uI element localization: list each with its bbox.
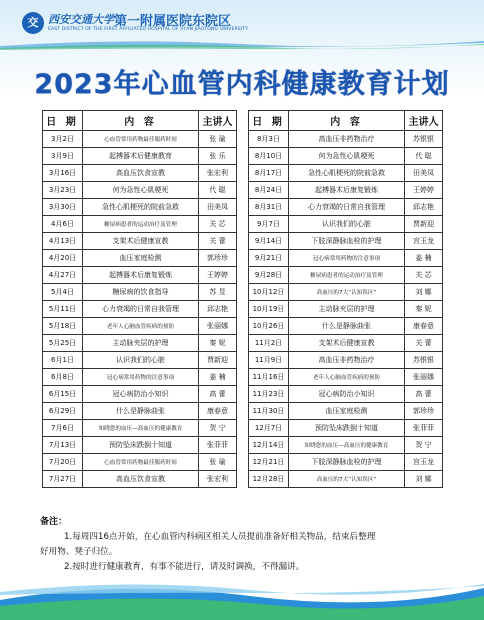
notes-line-2: 2.按时进行健康教育，有事不能进行，请及时调换，不得漏讲。 [64, 562, 305, 572]
cell-speaker: 苏 昱 [199, 284, 237, 301]
cell-topic: 心力衰竭的日常自我管理 [289, 199, 405, 216]
cell-topic: 老年人心脑血管疾病的预防 [289, 369, 405, 386]
cell-topic: 冠心病防治小知识 [83, 386, 199, 403]
cell-speaker: 苏银银 [405, 131, 443, 148]
cell-speaker: 秦 妮 [405, 301, 443, 318]
page-title: 2023年心血管内科健康教育计划 [34, 69, 450, 100]
cell-speaker: 关 芯 [405, 267, 443, 284]
cell-date: 5月25日 [43, 335, 83, 352]
cell-topic: 血压家庭检测 [83, 250, 199, 267]
cell-topic: 冠心病常用药物的注意事项 [289, 250, 405, 267]
cell-date: 4月13日 [43, 233, 83, 250]
cell-date: 12月7日 [249, 420, 289, 437]
header-swoosh [0, 38, 484, 50]
table-row [249, 267, 443, 284]
cell-date: 11月2日 [249, 335, 289, 352]
cell-topic: 支架术后健康宣教 [289, 335, 405, 352]
cell-speaker: 贾新迎 [199, 352, 237, 369]
cell-speaker: 代 聪 [199, 182, 237, 199]
table-row [249, 216, 443, 233]
header-speaker: 主讲人 [405, 111, 443, 131]
cell-speaker: 刘 娜 [405, 284, 443, 301]
table-row [249, 148, 443, 165]
table-row [43, 335, 237, 352]
cell-topic: 糖尿病患者的运动治疗及管理 [289, 267, 405, 284]
table-row [43, 165, 237, 182]
cell-speaker: 邱志艳 [199, 301, 237, 318]
table-row [43, 148, 237, 165]
cell-topic: 急性心肌梗死的院前急救 [83, 199, 199, 216]
cell-topic: 高血压饮食宣教 [83, 471, 199, 488]
cell-topic: 认识我们的心脏 [83, 352, 199, 369]
table-row [249, 386, 443, 403]
table-row [249, 301, 443, 318]
table-row [43, 318, 237, 335]
cell-date: 6月1日 [43, 352, 83, 369]
cell-date: 7月20日 [43, 454, 83, 471]
cell-speaker: 张宏利 [199, 471, 237, 488]
cell-topic: 起搏器术后健康教育 [83, 148, 199, 165]
table-row [249, 250, 443, 267]
cell-topic: 知晓您的血压—高血压的健康教育 [289, 437, 405, 454]
table-row [249, 420, 443, 437]
table-row [43, 216, 237, 233]
cell-date: 9月14日 [249, 233, 289, 250]
table-row [43, 301, 237, 318]
cell-date: 3月23日 [43, 182, 83, 199]
cell-topic: 什么是静脉曲张 [83, 403, 199, 420]
cell-date: 11月9日 [249, 352, 289, 369]
cell-date: 12月21日 [249, 454, 289, 471]
cell-date: 9月21日 [249, 250, 289, 267]
cell-topic: 主动脉夹层的护理 [289, 301, 405, 318]
cell-topic: 什么是静脉曲张 [289, 318, 405, 335]
cell-topic: 何为急性心肌梗死 [289, 148, 405, 165]
cell-speaker: 高 蕾 [199, 386, 237, 403]
table-row [249, 199, 443, 216]
table-row [43, 131, 237, 148]
table-row [249, 131, 443, 148]
cell-topic: 支架术后健康宣教 [83, 233, 199, 250]
cell-topic: 高血压饮食宣教 [83, 165, 199, 182]
cell-speaker: 王婷婷 [199, 267, 237, 284]
footer-wave [0, 574, 484, 620]
cell-topic: 主动脉夹层的护理 [83, 335, 199, 352]
cell-speaker: 秦 妮 [199, 335, 237, 352]
cell-date: 9月7日 [249, 216, 289, 233]
cell-date: 7月27日 [43, 471, 83, 488]
table-row [43, 420, 237, 437]
cell-speaker: 高 蕾 [405, 386, 443, 403]
table-row [249, 369, 443, 386]
cell-speaker: 张菲菲 [405, 420, 443, 437]
cell-date: 5月4日 [43, 284, 83, 301]
cell-topic: 心血管常用药物最佳服药时间 [83, 131, 199, 148]
header-content: 内 容 [289, 111, 405, 131]
cell-date: 3月16日 [43, 165, 83, 182]
table-row [249, 403, 443, 420]
cell-topic: 高血压的7大“认知误区” [289, 471, 405, 488]
cell-date: 6月15日 [43, 386, 83, 403]
cell-speaker: 关 芯 [199, 216, 237, 233]
notes-line-1: 1.每周四16点开始，在心血管内科病区相关人员提前准备好相关物品，结束后整理 [64, 532, 376, 542]
cell-topic: 糖尿病患者的运动治疗及管理 [83, 216, 199, 233]
cell-date: 6月8日 [43, 369, 83, 386]
cell-date: 10月26日 [249, 318, 289, 335]
cell-date: 10月12日 [249, 284, 289, 301]
header-date: 日 期 [249, 111, 289, 131]
cell-speaker: 王婷婷 [405, 182, 443, 199]
cell-date: 9月28日 [249, 267, 289, 284]
cell-date: 4月27日 [43, 267, 83, 284]
cell-speaker: 张 乐 [199, 148, 237, 165]
cell-speaker: 张丽娜 [199, 318, 237, 335]
notes-section [40, 515, 450, 575]
cell-speaker: 张 瑜 [199, 131, 237, 148]
table-row [249, 233, 443, 250]
cell-speaker: 姜 楠 [199, 369, 237, 386]
table-row [43, 471, 237, 488]
hospital-english-name: EAST DISTRICT OF THE FIRST AFFILIATED HOSPITAL OF XI'AN JIAOTONG UNIVERSITY [48, 27, 249, 32]
cell-speaker: 贺 宁 [199, 420, 237, 437]
university-name: 西安交通大学 [48, 13, 114, 26]
table-row [43, 199, 237, 216]
header-speaker: 主讲人 [199, 111, 237, 131]
table-row [43, 369, 237, 386]
table-row [43, 352, 237, 369]
cell-speaker: 苏银银 [405, 352, 443, 369]
cell-date: 6月29日 [43, 403, 83, 420]
cell-topic: 预防坠床跌倒十知道 [289, 420, 405, 437]
table-row [43, 386, 237, 403]
cell-topic: 起搏器术后康复锻炼 [83, 267, 199, 284]
cell-date: 12月14日 [249, 437, 289, 454]
table-row [249, 454, 443, 471]
cell-date: 7月13日 [43, 437, 83, 454]
table-row [249, 182, 443, 199]
cell-speaker: 贾新迎 [405, 216, 443, 233]
notes-line-1-continued: 好用物、凳子归位。 [40, 547, 118, 557]
cell-date: 11月30日 [249, 403, 289, 420]
table-row [43, 267, 237, 284]
cell-speaker: 宫玉龙 [405, 454, 443, 471]
cell-date: 8月10日 [249, 148, 289, 165]
schedule-table-left [42, 110, 237, 488]
cell-date: 8月31日 [249, 199, 289, 216]
cell-date: 11月23日 [249, 386, 289, 403]
university-logo: 交 [22, 12, 44, 34]
cell-topic: 知晓您的血压—高血压的健康教育 [83, 420, 199, 437]
cell-topic: 起搏器术后康复锻炼 [289, 182, 405, 199]
cell-speaker: 张丽娜 [405, 369, 443, 386]
cell-date: 11月16日 [249, 369, 289, 386]
cell-topic: 高血压非药物治疗 [289, 131, 405, 148]
cell-date: 5月11日 [43, 301, 83, 318]
header-content: 内 容 [83, 111, 199, 131]
cell-date: 4月20日 [43, 250, 83, 267]
cell-topic: 糖尿病的饮食指导 [83, 284, 199, 301]
hospital-name: 第一附属医院东院区 [114, 14, 232, 29]
cell-topic: 急性心肌梗死的院前急救 [289, 165, 405, 182]
table-row [43, 250, 237, 267]
table-header-row [249, 111, 443, 131]
notes-title: 备注： [40, 517, 68, 527]
cell-speaker: 张菲菲 [199, 437, 237, 454]
cell-speaker: 郭珍珍 [405, 403, 443, 420]
cell-date: 7月6日 [43, 420, 83, 437]
cell-speaker: 关 蕾 [199, 233, 237, 250]
cell-topic: 冠心病常用药物的注意事项 [83, 369, 199, 386]
cell-speaker: 贺 宁 [405, 437, 443, 454]
table-row [43, 182, 237, 199]
cell-topic: 认识我们的心脏 [289, 216, 405, 233]
table-row [43, 233, 237, 250]
cell-topic: 冠心病防治小知识 [289, 386, 405, 403]
table-row [249, 165, 443, 182]
table-row [249, 335, 443, 352]
cell-speaker: 宫玉龙 [405, 233, 443, 250]
cell-topic: 何为急性心肌梗死 [83, 182, 199, 199]
cell-topic: 心血管常用药物最佳服药时间 [83, 454, 199, 471]
cell-speaker: 关 蕾 [405, 335, 443, 352]
table-row [43, 437, 237, 454]
cell-topic: 下肢深静脉血栓的护理 [289, 233, 405, 250]
cell-topic: 高血压非药物治疗 [289, 352, 405, 369]
table-row [249, 352, 443, 369]
cell-speaker: 田美凤 [405, 165, 443, 182]
table-row [43, 403, 237, 420]
table-row [249, 437, 443, 454]
cell-topic: 下肢深静脉血栓的护理 [289, 454, 405, 471]
cell-date: 4月6日 [43, 216, 83, 233]
header-date: 日 期 [43, 111, 83, 131]
table-header-row [43, 111, 237, 131]
cell-date: 8月24日 [249, 182, 289, 199]
cell-speaker: 张宏利 [199, 165, 237, 182]
cell-topic: 心力衰竭的日常自我管理 [83, 301, 199, 318]
table-row [43, 284, 237, 301]
cell-speaker: 张 瑜 [199, 454, 237, 471]
cell-date: 10月19日 [249, 301, 289, 318]
cell-speaker: 刘 娜 [405, 471, 443, 488]
cell-speaker: 姜 楠 [405, 250, 443, 267]
cell-topic: 高血压的7大“认知误区” [289, 284, 405, 301]
cell-date: 8月17日 [249, 165, 289, 182]
table-row [43, 454, 237, 471]
table-row [249, 318, 443, 335]
table-row [249, 471, 443, 488]
cell-topic: 预防坠床跌倒十知道 [83, 437, 199, 454]
cell-speaker: 代 聪 [405, 148, 443, 165]
cell-date: 3月2日 [43, 131, 83, 148]
cell-speaker: 邱志艳 [405, 199, 443, 216]
cell-speaker: 康春意 [405, 318, 443, 335]
cell-date: 8月3日 [249, 131, 289, 148]
cell-date: 3月30日 [43, 199, 83, 216]
cell-speaker: 康春意 [199, 403, 237, 420]
table-row [249, 284, 443, 301]
cell-date: 12月28日 [249, 471, 289, 488]
cell-topic: 血压家庭检测 [289, 403, 405, 420]
cell-topic: 老年人心脑血管疾病的预防 [83, 318, 199, 335]
cell-date: 5月18日 [43, 318, 83, 335]
schedule-table-right [248, 110, 443, 488]
cell-speaker: 郭珍珍 [199, 250, 237, 267]
cell-date: 3月9日 [43, 148, 83, 165]
cell-speaker: 田美凤 [199, 199, 237, 216]
